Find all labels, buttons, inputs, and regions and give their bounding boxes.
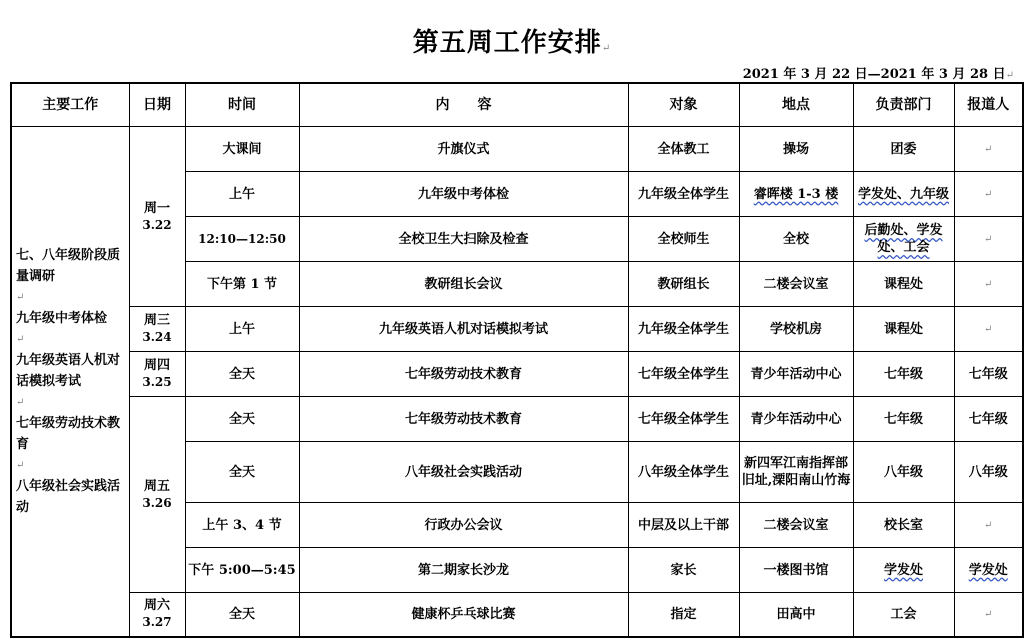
main-tasks-cell: 七、八年级阶段质量调研 ↵ 九年级中考体检 ↵ 九年级英语人机对话模拟考试 ↵ 七年级劳动技术教育 ↵ 八年级社会实践活动 bbox=[11, 127, 129, 637]
target-cell: 七年级全体学生 bbox=[628, 352, 739, 397]
header-content: 内 容 bbox=[299, 83, 628, 127]
content-cell: 升旗仪式 bbox=[299, 127, 628, 172]
time-cell: 下午 5:00—5:45 bbox=[185, 548, 299, 593]
day-cell-fri: 周五 3.26 bbox=[129, 397, 185, 593]
reporter-cell: ↵ bbox=[954, 127, 1023, 172]
target-cell: 九年级全体学生 bbox=[628, 307, 739, 352]
content-cell: 九年级英语人机对话模拟考试 bbox=[299, 307, 628, 352]
table-row bbox=[11, 352, 1023, 397]
dept-cell: 学发处 bbox=[853, 548, 954, 593]
time-cell: 全天 bbox=[185, 397, 299, 442]
dept-cell: 课程处 bbox=[853, 262, 954, 307]
time-cell: 全天 bbox=[185, 442, 299, 503]
target-cell: 指定 bbox=[628, 593, 739, 637]
time-cell: 下午第 1 节 bbox=[185, 262, 299, 307]
place-cell: 田高中 bbox=[739, 593, 853, 637]
time-cell: 全天 bbox=[185, 352, 299, 397]
place-cell: 青少年活动中心 bbox=[739, 397, 853, 442]
target-cell: 九年级全体学生 bbox=[628, 172, 739, 217]
target-cell: 全体教工 bbox=[628, 127, 739, 172]
content-cell: 健康杯乒乓球比赛 bbox=[299, 593, 628, 637]
schedule-table bbox=[10, 82, 1024, 638]
reporter-cell: 七年级 bbox=[954, 397, 1023, 442]
reporter-cell: ↵ bbox=[954, 503, 1023, 548]
place-cell: 学校机房 bbox=[739, 307, 853, 352]
content-cell: 行政办公会议 bbox=[299, 503, 628, 548]
main-task-item: 九年级中考体检 bbox=[16, 310, 108, 326]
place-cell: 二楼会议室 bbox=[739, 262, 853, 307]
reporter-cell: 七年级 bbox=[954, 352, 1023, 397]
place-cell: 一楼图书馆 bbox=[739, 548, 853, 593]
place-cell: 新四军江南指挥部旧址,溧阳南山竹海 bbox=[739, 442, 853, 503]
content-cell: 九年级中考体检 bbox=[299, 172, 628, 217]
reporter-cell: ↵ bbox=[954, 593, 1023, 637]
time-cell: 上午 bbox=[185, 307, 299, 352]
place-cell: 青少年活动中心 bbox=[739, 352, 853, 397]
date-range: 2021 年 3 月 22 日—2021 年 3 月 28 日↵ bbox=[742, 67, 1014, 82]
target-cell: 八年级全体学生 bbox=[628, 442, 739, 503]
place-cell: 睿晖楼 1-3 楼 bbox=[739, 172, 853, 217]
content-cell: 教研组长会议 bbox=[299, 262, 628, 307]
reporter-cell: 学发处 bbox=[954, 548, 1023, 593]
reporter-cell: ↵ bbox=[954, 262, 1023, 307]
dept-cell: 团委 bbox=[853, 127, 954, 172]
header-date: 日期 bbox=[129, 83, 185, 127]
day-cell-sat: 周六 3.27 bbox=[129, 593, 185, 637]
header-main-work: 主要工作 bbox=[11, 83, 129, 127]
main-task-item: 八年级社会实践活动 bbox=[16, 478, 121, 515]
page-title: 第五周工作安排↵ bbox=[412, 28, 612, 58]
place-cell: 二楼会议室 bbox=[739, 503, 853, 548]
content-cell: 七年级劳动技术教育 bbox=[299, 397, 628, 442]
reporter-cell: ↵ bbox=[954, 217, 1023, 262]
day-cell-mon: 周一 3.22 bbox=[129, 127, 185, 307]
table-row bbox=[11, 127, 1023, 172]
time-cell: 12:10—12:50 bbox=[185, 217, 299, 262]
time-cell: 全天 bbox=[185, 593, 299, 637]
time-cell: 上午 3、4 节 bbox=[185, 503, 299, 548]
dept-cell: 七年级 bbox=[853, 397, 954, 442]
reporter-cell: ↵ bbox=[954, 307, 1023, 352]
main-task-item: 七年级劳动技术教育 bbox=[16, 415, 121, 452]
content-cell: 全校卫生大扫除及检查 bbox=[299, 217, 628, 262]
reporter-cell: 八年级 bbox=[954, 442, 1023, 503]
dept-cell: 学发处、九年级 bbox=[853, 172, 954, 217]
dept-cell: 后勤处、学发处、工会 bbox=[853, 217, 954, 262]
header-row bbox=[11, 83, 1023, 127]
place-cell: 全校 bbox=[739, 217, 853, 262]
main-task-item: 七、八年级阶段质量调研 bbox=[16, 247, 121, 284]
target-cell: 全校师生 bbox=[628, 217, 739, 262]
time-cell: 上午 bbox=[185, 172, 299, 217]
place-cell: 操场 bbox=[739, 127, 853, 172]
content-cell: 第二期家长沙龙 bbox=[299, 548, 628, 593]
dept-cell: 七年级 bbox=[853, 352, 954, 397]
time-cell: 大课间 bbox=[185, 127, 299, 172]
table-row bbox=[11, 397, 1023, 442]
content-cell: 八年级社会实践活动 bbox=[299, 442, 628, 503]
day-cell-thu: 周四 3.25 bbox=[129, 352, 185, 397]
header-place: 地点 bbox=[739, 83, 853, 127]
reporter-cell: ↵ bbox=[954, 172, 1023, 217]
content-cell: 七年级劳动技术教育 bbox=[299, 352, 628, 397]
target-cell: 中层及以上干部 bbox=[628, 503, 739, 548]
table-row bbox=[11, 593, 1023, 637]
table-row bbox=[11, 307, 1023, 352]
dept-cell: 八年级 bbox=[853, 442, 954, 503]
header-target: 对象 bbox=[628, 83, 739, 127]
target-cell: 教研组长 bbox=[628, 262, 739, 307]
header-reporter: 报道人 bbox=[954, 83, 1023, 127]
target-cell: 七年级全体学生 bbox=[628, 397, 739, 442]
dept-cell: 工会 bbox=[853, 593, 954, 637]
main-task-item: 九年级英语人机对话模拟考试 bbox=[16, 352, 121, 389]
target-cell: 家长 bbox=[628, 548, 739, 593]
header-dept: 负责部门 bbox=[853, 83, 954, 127]
dept-cell: 校长室 bbox=[853, 503, 954, 548]
day-cell-wed: 周三 3.24 bbox=[129, 307, 185, 352]
dept-cell: 课程处 bbox=[853, 307, 954, 352]
header-time: 时间 bbox=[185, 83, 299, 127]
